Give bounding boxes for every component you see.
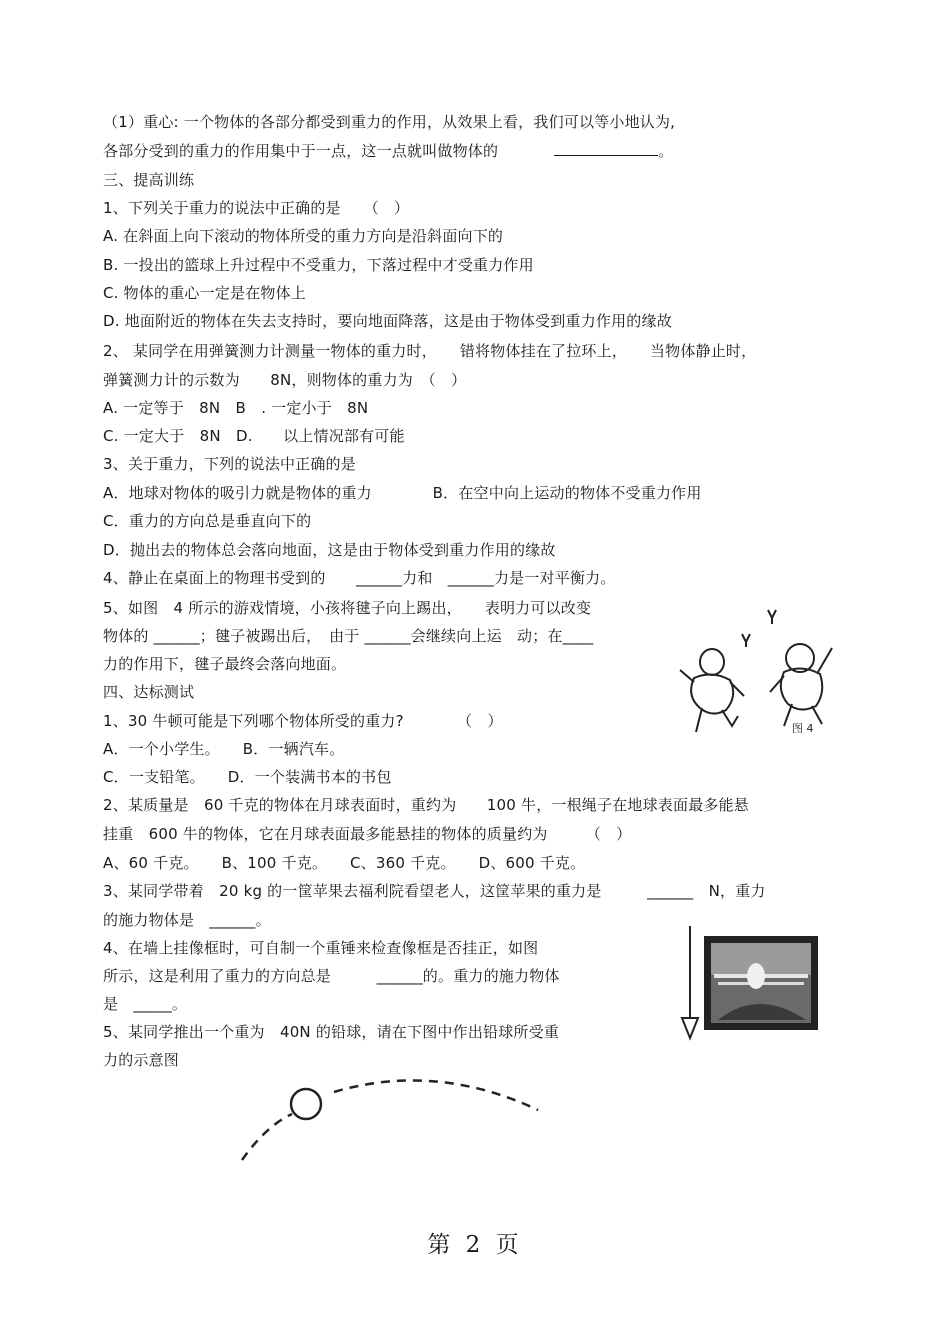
trajectory-rising [242,1114,292,1160]
plumb-bob [682,1018,698,1038]
line-text: （1）重心: 一个物体的各部分都受到重力的作用，从效果上看，我们可以等小地认为, [103,113,676,131]
line-text: 2、 某同学在用弹簧测力计测量一物体的重力时， 错将物体挂在了拉环上， 当物体静止时， [103,342,757,360]
shuttlecock-1 [768,610,776,624]
line-text: 4、静止在桌面上的物理书受到的 ______力和 ______力是一对平衡力。 [103,569,616,587]
page-number: 第 2 页 [427,1232,523,1258]
text-line [103,311,672,331]
line-text: A. 在斜面上向下滚动的物体所受的重力方向是沿斜面向下的 [103,227,504,245]
line-text: 所示，这是利用了重力的方向总是 ______的。重力的施力物体 [103,967,560,985]
text-line [103,255,534,275]
line-text: 三、提高训练 [103,171,195,189]
line-text: 5、某同学推出一个重为 40N 的铅球，请在下图中作出铅球所受重 [103,1023,560,1041]
shot-put-ball [291,1089,321,1119]
text-line [103,1050,179,1070]
line-text: A．地球对物体的吸引力就是物体的重力 B．在空中向上运动的物体不受重力作用 [103,484,702,502]
text-line [103,853,585,873]
text-line [103,170,194,190]
line-text: C．重力的方向总是垂直向下的 [103,512,312,530]
line-text: 弹簧测力计的示数为 8N，则物体的重力为 （ ） [103,371,467,389]
text-line [103,739,344,759]
text-line [103,626,593,646]
line-text: C．一支铅笔。 D．一个装满书本的书包 [103,768,392,786]
line-text: 2、某质量是 60 千克的物体在月球表面时，重约为 100 牛，一根绳子在地球表面最多能悬 [103,796,750,814]
text-line [103,341,756,361]
plumb-line-frame-figure [678,924,828,1044]
line-text: 3、某同学带着 20 kg 的一筐苹果去福利院看望老人，这筐苹果的重力是 ______ N，重力 [103,882,766,900]
line-text: D．抛出去的物体总会落向地面，这是由于物体受到重力作用的缘故 [103,541,556,559]
line-text: D. 地面附近的物体在失去支持时，要向地面降落，这是由于物体受到重力作用的缘故 [103,312,672,330]
text-line [103,540,556,560]
text-line [103,966,560,986]
line-text: 挂重 600 牛的物体，它在月球表面最多能悬挂的物体的质量约为 （ ） [103,825,632,843]
text-line [103,483,702,503]
text-line [103,398,368,418]
picture-person [747,963,765,989]
text-line [103,283,306,303]
text-line [103,454,356,474]
line-text: A．一个小学生。 B．一辆汽车。 [103,740,345,758]
shot-put-trajectory-figure [226,1070,556,1170]
text-line [103,1022,559,1042]
line-text: 四、达标测试 [103,683,195,701]
line-text: 各部分受到的重力的作用集中于一点，这一点就叫做物体的 [103,142,499,160]
text-line [103,568,616,588]
line-text: 物体的 ______；毽子被踢出后， 由于 ______会继续向上运 动；在____ [103,627,594,645]
line-text: C. 一定大于 8N D. 以上情况部有可能 [103,427,405,445]
line-suffix: 。 [658,142,674,160]
text-line [103,767,392,787]
line-text: 的施力物体是 ______。 [103,911,271,929]
kid-1-legs [696,708,738,732]
line-text: 3、关于重力，下列的说法中正确的是 [103,455,356,473]
line-text: B. 一投出的篮球上升过程中不受重力，下落过程中才受重力作用 [103,256,534,274]
text-line [103,226,503,246]
line-text: 1、下列关于重力的说法中正确的是 （ ） [103,199,410,217]
trajectory-arc [334,1080,538,1110]
line-text: 4、在墙上挂像框时，可自制一个重锤来检查像框是否挂正，如图 [103,939,539,957]
line-text: 力的示意图 [103,1051,180,1069]
line-text: 1、30 牛顿可能是下列哪个物体所受的重力? （ ） [103,712,503,730]
text-line [103,426,405,446]
text-line [103,910,271,930]
text-line [103,598,591,618]
figure-4-kids-shuttlecock [672,600,844,738]
fill-in-blank[interactable] [554,141,658,156]
shuttlecock-2 [742,634,750,647]
text-line [103,938,538,958]
text-line [103,198,409,218]
kid-1-body [691,674,733,713]
line-text: A、60 千克。 B、100 千克。 C、360 千克。 D、600 千克。 [103,854,586,872]
kid-2-body [781,668,822,709]
line-text: 5、如图 4 所示的游戏情境，小孩将毽子向上踢出， 表明力可以改变 [103,599,592,617]
figure-4-label: 图 4 [792,722,814,735]
kid-1-head [700,649,724,675]
line-text: C. 物体的重心一定是在物体上 [103,284,307,302]
text-line [103,881,766,901]
text-line [103,654,346,674]
text-line [103,141,673,161]
text-line [103,711,503,731]
text-line [103,370,466,390]
text-line [103,511,311,531]
text-line [103,682,194,702]
text-line [103,824,631,844]
line-text: 是 _____。 [103,995,188,1013]
text-line [103,994,187,1014]
text-line [103,112,675,132]
text-line [103,795,749,815]
line-text: A. 一定等于 8N B . 一定小于 8N [103,399,369,417]
line-text: 力的作用下，毽子最终会落向地面。 [103,655,347,673]
